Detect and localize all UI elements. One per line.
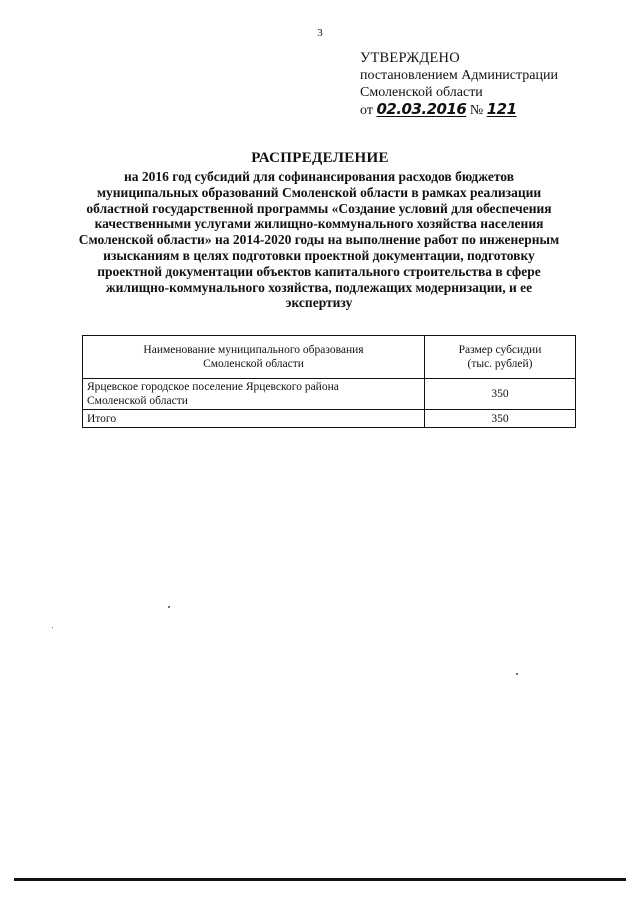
header-municipality: Наименование муниципального образования Смоленской области — [83, 336, 425, 379]
table-header-row — [83, 336, 576, 379]
subtitle-line: муниципальных образований Смоленской области в рамках реализации — [96, 184, 542, 200]
handwritten-number: 121 — [486, 100, 517, 118]
subtitle-line: Смоленской области» на 2014-2020 годы на выполнение работ по инженерным — [78, 232, 560, 248]
subtitle-line: проектной документации объектов капитального строительства в сфере — [97, 263, 541, 279]
approval-heading: УТВЕРЖДЕНО — [360, 50, 460, 66]
table-total-row — [83, 410, 576, 428]
approval-line-2: Смоленской области — [360, 85, 483, 100]
approval-date-line — [360, 101, 620, 119]
date-prefix: от — [360, 103, 373, 118]
total-amount-cell: 350 — [425, 410, 576, 428]
subtitle-line: на 2016 год субсидий для софинансирования расходов бюджетов — [124, 169, 514, 184]
bottom-rule — [14, 878, 626, 881]
approval-stamp — [360, 50, 620, 119]
document-subtitle — [54, 169, 584, 311]
subtitle-line: качественными услугами жилищно-коммунального хозяйства населения — [94, 216, 544, 232]
scan-speck — [168, 606, 170, 608]
total-label-cell: Итого — [83, 410, 425, 428]
subtitle-line: областной государственной программы «Создание условий для обеспечения — [86, 200, 552, 216]
subtitle-line: изысканиям в целях подготовки проектной документации, подготовку — [103, 247, 535, 263]
scan-speck — [516, 673, 518, 675]
handwritten-date: 02.03.2016 — [376, 100, 467, 118]
subtitle-line: экспертизу — [285, 295, 353, 311]
scan-speck — [52, 627, 53, 628]
municipality-name-cell: Ярцевское городское поселение Ярцевского района Смоленской области — [83, 379, 425, 410]
page-number: 3 — [317, 27, 323, 39]
number-prefix: № — [469, 103, 484, 118]
subsidy-table — [82, 335, 576, 428]
document-title: РАСПРЕДЕЛЕНИЕ — [251, 150, 389, 166]
subsidy-amount-cell: 350 — [425, 379, 576, 410]
table-row — [83, 379, 576, 410]
subtitle-line: жилищно-коммунального хозяйства, подлежащих модернизации, и ее — [105, 279, 533, 295]
approval-line-1: постановлением Администрации — [360, 68, 558, 83]
header-subsidy-amount: Размер субсидии (тыс. рублей) — [425, 336, 576, 379]
